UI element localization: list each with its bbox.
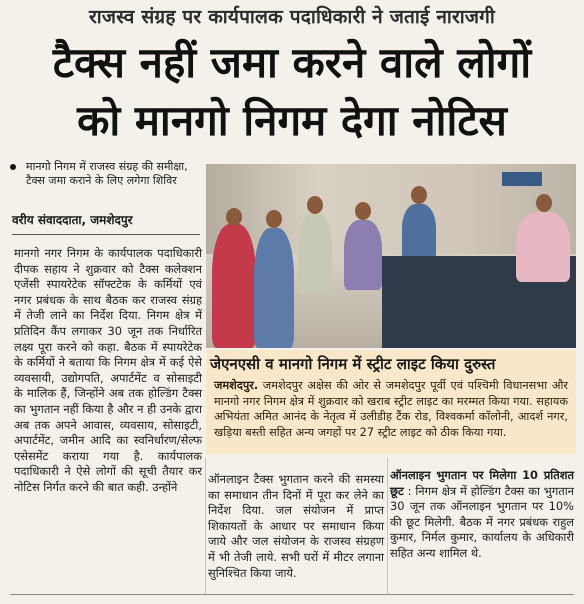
caption-body xyxy=(214,378,568,440)
photo-person-head xyxy=(307,196,323,214)
article-column-1: मानगो नगर निगम के कार्यपालक पदाधिकारी दीपक सहाय ने शुक्रवार को टैक्स कलेक्शन एजेंसी स्पायरेटेक सॉफ्टटेक के कर्मियों एवं नगर प्रबंधक के साथ बैठक कर राजस्व संग्रह में तेजी लाने का निर्देश दिया. निगम क्षेत्र में प्रतिदिन कैंप लगाकर 30 जून तक निर्धारित लक्ष्य पूरा करने को कहा. बैठक में स्पायरेटेक के कर्मियों ने बताया कि निगम क्षेत्र में कई ऐसे व्यवसायी, उद्योगपति, अपार्टमेंट व सोसाइटी के मालिक हैं, जिन्होंने अब तक होल्डिंग टैक्स का भुगतान नहीं किया है और न ही उनके द्वारा अब तक अपने आवास, व्यवसाय, सोसाइटी, अपार्टमेंट, जमीन आदि का स्वनिर्धारण/सेल्फ एसेसमेंट कराया गया है. कार्यपालक पदाधिकारी ने ऐसे लोगों की सूची तैयार कर नोटिस निर्गत करने की बात कही. उन्होंने xyxy=(14,246,202,494)
column-divider xyxy=(387,458,388,594)
photo-person-head xyxy=(266,210,282,228)
article-column-3 xyxy=(390,468,574,562)
byline: वरीय संवाददाता, जमशेदपुर xyxy=(12,213,133,227)
main-headline xyxy=(0,34,584,150)
subhead-discount: ऑनलाइन भुगतान पर मिलेगा 10 प्रतिशत छूट xyxy=(390,468,574,498)
news-photo xyxy=(206,164,576,348)
kicker-headline: राजस्व संग्रह पर कार्यपालक पदाधिकारी ने जताई नाराजगी xyxy=(89,6,495,28)
photo-person-head xyxy=(355,202,371,220)
headline-line-2: को मानगो निगम देगा नोटिस xyxy=(77,96,507,145)
bullet-dot-icon xyxy=(10,164,16,170)
photo-board xyxy=(502,172,542,186)
bottom-divider xyxy=(10,594,574,595)
photo-person-head xyxy=(411,186,427,204)
photo-caption-box xyxy=(206,350,576,454)
caption-text: जमशेदपुर अक्षेस की ओर से जमशेदपुर पूर्वी एवं पश्चिमी विधानसभा और मानगो नगर निगम क्षेत्र में शुक्रवार को खराब स्ट्रीट लाइट का मरम्मत किया गया. सहायक अभियंता अमित आनंद के नेतृत्व में उलीडीह टैंक रोड, विश्वकर्मा कॉलोनी, आदर्श नगर, खड़िया बस्ती सहित अन्य जगहों पर 27 स्ट्रीट लाइट को ठीक किया गया. xyxy=(214,379,568,439)
headline-line-1: टैक्स नहीं जमा करने वाले लोगों xyxy=(52,38,532,87)
photo-person xyxy=(344,220,382,290)
photo-person xyxy=(402,204,436,264)
photo-person xyxy=(516,212,570,282)
caption-dateline: जमशेदपुर. xyxy=(214,379,259,392)
article-column-2: ऑनलाइन टैक्स भुगतान करने की समस्या का समाधान तीन दिनों में पूरा कर लेने का निर्देश दिया. जल संयोजन में प्राप्त शिकायतों के आधार पर समाधान किया जाये और जल संयोजन के राजस्व संग्रहण में भी तेजी लाये. सभी घरों में मीटर लगाना सुनिश्चित किया जाये. xyxy=(208,472,384,580)
photo-person xyxy=(298,214,332,294)
summary-text: मानगो निगम में राजस्व संग्रह की समीक्षा, टैक्स जमा कराने के लिए लगेगा शिविर xyxy=(26,160,188,187)
photo-person xyxy=(212,224,256,348)
photo-person-head xyxy=(536,194,552,212)
summary-bullet xyxy=(10,160,202,188)
column-divider xyxy=(205,458,206,594)
caption-title: जेएनएसी व मानगो निगम में स्ट्रीट लाइट किया दुरुस्त xyxy=(210,355,496,373)
byline-divider xyxy=(12,234,200,235)
photo-person xyxy=(254,228,294,348)
photo-person-head xyxy=(226,208,242,226)
column-3-text: : निगम क्षेत्र में होल्डिंग टैक्स का भुगतान 30 जून तक ऑनलाइन भुगतान पर 10% की छूट मिलेगी. बैठक में नगर प्रबंधक राहुल कुमार, निर्मल कुमार, कार्यालय के अधिकारी सहित अन्य शामिल थे. xyxy=(390,483,574,560)
